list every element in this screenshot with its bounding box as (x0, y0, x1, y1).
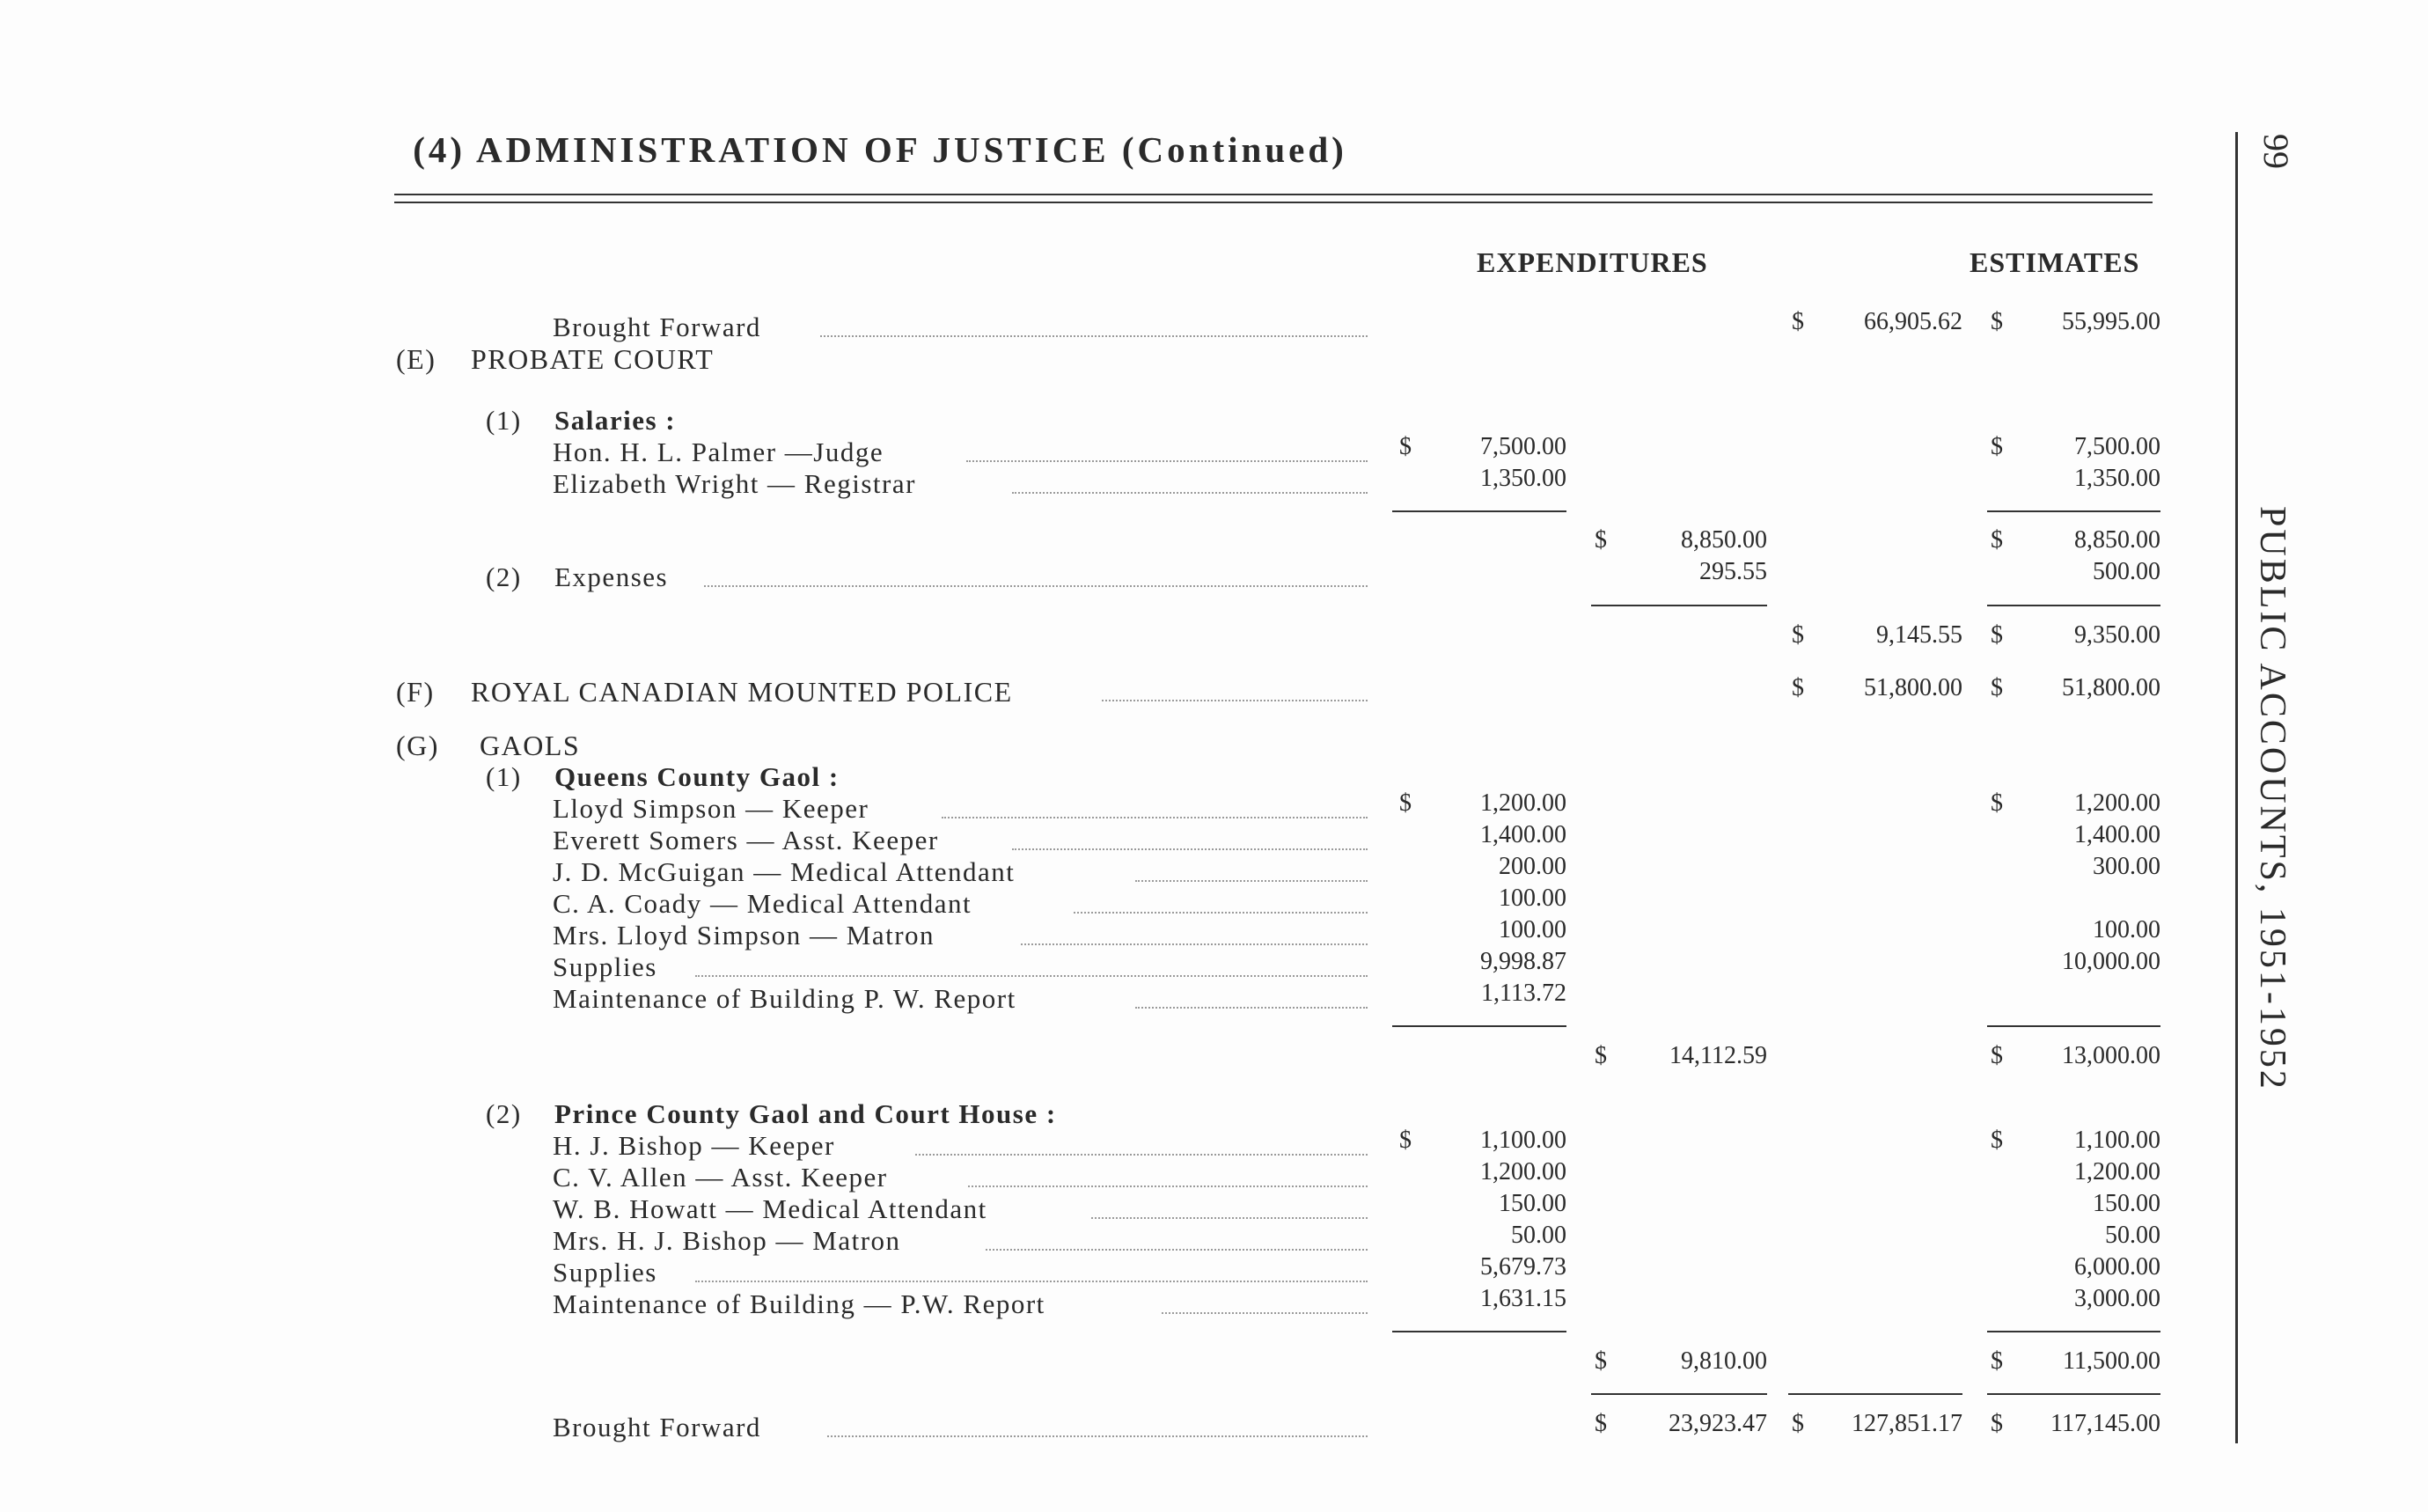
subtotal-rule (1591, 605, 1767, 606)
section-title: ROYAL CANADIAN MOUNTED POLICE (471, 676, 1013, 708)
leader (968, 1185, 1368, 1187)
brought-forward-bottom-gaols: 23,923.47 (1669, 1410, 1767, 1437)
line-item-estimate: 100.00 (2093, 916, 2160, 943)
line-item-label: Mrs. Lloyd Simpson — Matron (553, 920, 935, 951)
line-item-label: Everett Somers — Asst. Keeper (553, 825, 939, 855)
currency-sign: $ (1595, 1347, 1607, 1375)
line-item-label: C. V. Allen — Asst. Keeper (553, 1162, 888, 1193)
line-item-label: H. J. Bishop — Keeper (553, 1130, 835, 1161)
subsection-number: (1) (486, 761, 522, 792)
line-item-label: Maintenance of Building P. W. Report (553, 983, 1016, 1014)
line-item-expenditure: 100.00 (1499, 884, 1566, 912)
subtotal-rule (1987, 510, 2160, 512)
line-item-estimate: 7,500.00 (2074, 433, 2160, 460)
leader (986, 1249, 1368, 1251)
currency-sign: $ (1991, 526, 2003, 554)
currency-sign: $ (1595, 1042, 1607, 1069)
subtotal-rule (1392, 1025, 1566, 1027)
rcmp-estimate: 51,800.00 (2062, 674, 2160, 701)
line-item-estimate: 150.00 (2093, 1190, 2160, 1217)
line-item-estimate: 10,000.00 (2062, 948, 2160, 975)
leader (1091, 1217, 1368, 1219)
line-item-label: Expenses (554, 561, 669, 592)
currency-sign: $ (1595, 526, 1607, 554)
line-item-expenditure: 1,631.15 (1480, 1285, 1566, 1312)
currency-sign: $ (1991, 1410, 2003, 1437)
currency-sign: $ (1595, 1410, 1607, 1437)
leader (695, 1281, 1368, 1282)
page-title: (4) ADMINISTRATION OF JUSTICE (Continued) (413, 129, 1347, 170)
prince-subtotal-estimate: 11,500.00 (2063, 1347, 2160, 1375)
subsection-number: (2) (486, 1098, 522, 1129)
leader (1162, 1312, 1368, 1314)
currency-sign: $ (1991, 789, 2003, 817)
line-item-label: J. D. McGuigan — Medical Attendant (553, 856, 1016, 887)
section-code: (E) (396, 343, 436, 375)
section-code: (G) (396, 730, 439, 761)
line-item-label: Hon. H. L. Palmer —Judge (553, 437, 884, 467)
brought-forward-top-estimate: 55,995.00 (2062, 308, 2160, 335)
leader (942, 817, 1368, 818)
currency-sign: $ (1991, 621, 2003, 649)
line-item-label: C. A. Coady — Medical Attendant (553, 888, 972, 919)
subsection-number: (1) (486, 405, 522, 436)
expenses-estimate: 500.00 (2093, 558, 2160, 585)
line-item-label: Elizabeth Wright — Registrar (553, 468, 916, 499)
subsection-number: (2) (486, 561, 522, 592)
line-item-expenditure: 50.00 (1511, 1222, 1566, 1249)
queens-subtotal-estimate: 13,000.00 (2062, 1042, 2160, 1069)
line-item-estimate: 50.00 (2105, 1222, 2160, 1249)
line-item-expenditure: 150.00 (1499, 1190, 1566, 1217)
line-item-expenditure: 200.00 (1499, 853, 1566, 880)
currency-sign: $ (1399, 789, 1412, 817)
section-title: PROBATE COURT (471, 343, 715, 375)
leader (1074, 912, 1368, 914)
leader (827, 1435, 1368, 1437)
brought-forward-bottom-total: 127,851.17 (1852, 1410, 1962, 1437)
line-item-expenditure: 1,113.72 (1481, 980, 1566, 1007)
line-item-label: Supplies (553, 951, 657, 982)
rcmp-total: 51,800.00 (1864, 674, 1962, 701)
currency-sign: $ (1991, 308, 2003, 335)
leader (1021, 943, 1368, 945)
line-item-estimate: 1,100.00 (2074, 1127, 2160, 1154)
subsection-title: Prince County Gaol and Court House : (554, 1098, 1057, 1129)
subtotal-rule (1987, 1025, 2160, 1027)
line-item-estimate: 1,350.00 (2074, 465, 2160, 492)
line-item-expenditure: 1,200.00 (1480, 1158, 1566, 1185)
line-item-expenditure: 5,679.73 (1480, 1253, 1566, 1281)
line-item-expenditure: 100.00 (1499, 916, 1566, 943)
leader (1012, 492, 1368, 494)
side-title: PUBLIC ACCOUNTS, 1951-1952 (2252, 506, 2292, 1091)
currency-sign: $ (1991, 674, 2003, 701)
line-item-label: W. B. Howatt — Medical Attendant (553, 1193, 987, 1224)
line-item-label: Maintenance of Building — P.W. Report (553, 1288, 1045, 1319)
total-rule (1987, 1393, 2160, 1395)
probate-total-estimate: 9,350.00 (2074, 621, 2160, 649)
section-title: GAOLS (480, 730, 581, 761)
line-item-estimate: 3,000.00 (2074, 1285, 2160, 1312)
total-rule (1788, 1393, 1962, 1395)
brought-forward-bottom-label: Brought Forward (553, 1412, 761, 1442)
page-edge-rule (2235, 132, 2238, 1443)
estimates-heading: ESTIMATES (1970, 246, 2140, 278)
leader (820, 335, 1368, 337)
line-item-label: Supplies (553, 1257, 657, 1288)
currency-sign: $ (1991, 433, 2003, 460)
line-item-estimate: 300.00 (2093, 853, 2160, 880)
section-code: (F) (396, 676, 435, 708)
subtotal-rule (1392, 1331, 1566, 1332)
brought-forward-bottom-estimate: 117,145.00 (2050, 1410, 2160, 1437)
currency-sign: $ (1399, 1127, 1412, 1154)
page-number: 99 (2256, 134, 2296, 169)
subtotal-rule (1987, 1331, 2160, 1332)
currency-sign: $ (1399, 433, 1412, 460)
line-item-expenditure: 1,400.00 (1480, 821, 1566, 848)
subtotal-rule (1392, 510, 1566, 512)
subsection-title: Queens County Gaol : (554, 761, 840, 792)
currency-sign: $ (1991, 1347, 2003, 1375)
line-item-expenditure: 1,200.00 (1480, 789, 1566, 817)
line-item-expenditure: 9,998.87 (1480, 948, 1566, 975)
probate-total: 9,145.55 (1876, 621, 1962, 649)
brought-forward-top-label: Brought Forward (553, 312, 761, 342)
salaries-subtotal: 8,850.00 (1681, 526, 1767, 554)
title-rule-bottom (394, 202, 2153, 203)
title-rule-top (394, 194, 2153, 195)
line-item-label: Lloyd Simpson — Keeper (553, 793, 869, 824)
expenses-amount: 295.55 (1699, 558, 1767, 585)
line-item-estimate: 1,200.00 (2074, 789, 2160, 817)
currency-sign: $ (1792, 621, 1804, 649)
expenditures-heading: EXPENDITURES (1477, 246, 1708, 278)
currency-sign: $ (1991, 1042, 2003, 1069)
prince-subtotal: 9,810.00 (1681, 1347, 1767, 1375)
leader (966, 460, 1368, 462)
line-item-expenditure: 1,100.00 (1480, 1127, 1566, 1154)
salaries-subtotal-estimate: 8,850.00 (2074, 526, 2160, 554)
currency-sign: $ (1991, 1127, 2003, 1154)
line-item-label: Mrs. H. J. Bishop — Matron (553, 1225, 901, 1256)
leader (1135, 1007, 1368, 1009)
leader (695, 975, 1368, 977)
queens-subtotal: 14,112.59 (1669, 1042, 1767, 1069)
line-item-expenditure: 7,500.00 (1480, 433, 1566, 460)
leader (1012, 848, 1368, 850)
line-item-expenditure: 1,350.00 (1480, 465, 1566, 492)
currency-sign: $ (1792, 1410, 1804, 1437)
line-item-estimate: 6,000.00 (2074, 1253, 2160, 1281)
leader (1135, 880, 1368, 882)
currency-sign: $ (1792, 674, 1804, 701)
leader (704, 585, 1368, 587)
subtotal-rule (1987, 605, 2160, 606)
line-item-estimate: 1,400.00 (2074, 821, 2160, 848)
total-rule (1591, 1393, 1767, 1395)
currency-sign: $ (1792, 308, 1804, 335)
subsection-title: Salaries : (554, 405, 677, 436)
line-item-estimate: 1,200.00 (2074, 1158, 2160, 1185)
leader (1102, 700, 1368, 701)
brought-forward-top-total: 66,905.62 (1864, 308, 1962, 335)
leader (915, 1154, 1368, 1156)
